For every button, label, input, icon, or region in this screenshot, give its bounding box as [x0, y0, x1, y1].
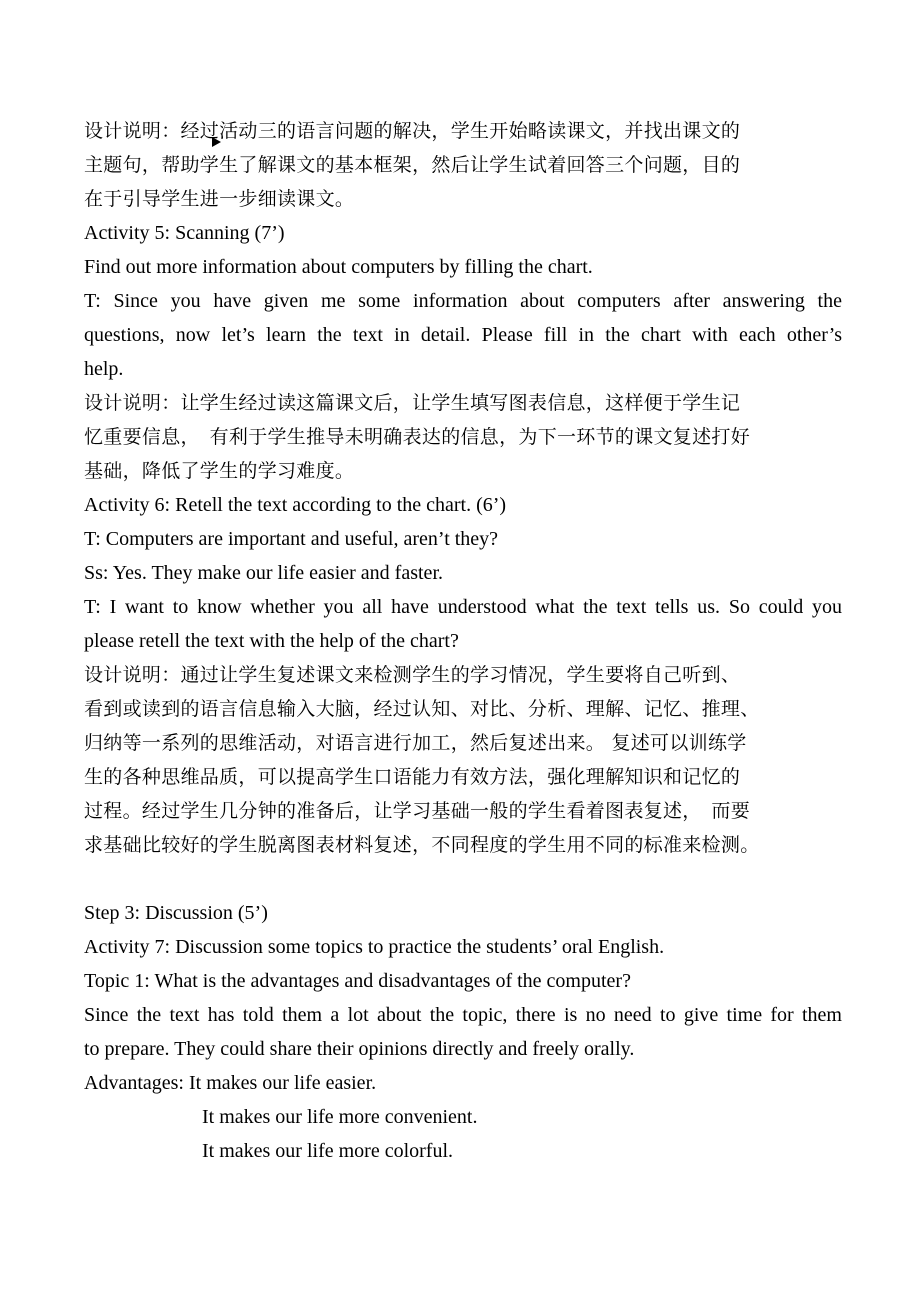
design-note-2-line-1: 设计说明：让学生经过读这篇课文后，让学生填写图表信息，这样便于学生记 — [84, 392, 741, 414]
teacher-line-1a: T: Since you have given me some information about computers after answering the — [84, 290, 842, 312]
topic-1: Topic 1: What is the advantages and disadvantages of the computer? — [84, 970, 631, 992]
discussion-note-line-1: Since the text has told them a lot about the topic, there is no need to give time for them — [84, 1004, 842, 1026]
design-note-3-line-6: 求基础比较好的学生脱离图表材料复述，不同程度的学生用不同的标准来检测。 — [84, 834, 760, 856]
teacher-line-2: T: Computers are important and useful, aren’t they? — [84, 528, 499, 550]
teacher-line-1c: help. — [84, 358, 124, 380]
design-note-3-line-5: 过程。经过学生几分钟的准备后，让学习基础一般的学生看着图表复述， 而要 — [84, 800, 751, 822]
advantages-label: Advantages: It makes our life easier. — [84, 1072, 377, 1094]
design-note-3-line-4: 生的各种思维品质，可以提高学生口语能力有效方法，强化理解知识和记忆的 — [84, 766, 741, 788]
teacher-line-3b: please retell the text with the help of the chart? — [84, 630, 459, 652]
activity-5-instruction: Find out more information about computers by filling the chart. — [84, 256, 593, 278]
activity-6-title: Activity 6: Retell the text according to the chart. (6’) — [84, 494, 507, 516]
teacher-line-1b: questions, now let’s learn the text in detail. Please fill in the chart with each other’s — [84, 324, 842, 346]
discussion-note-line-2: to prepare. They could share their opinions directly and freely orally. — [84, 1038, 635, 1060]
advantage-item-3: It makes our life more colorful. — [202, 1140, 454, 1162]
advantage-item-2: It makes our life more convenient. — [202, 1106, 478, 1128]
design-note-2-line-2: 忆重要信息， 有利于学生推导未明确表达的信息，为下一环节的课文复述打好 — [84, 426, 751, 448]
mouse-cursor-icon — [212, 137, 221, 147]
activity-7-title: Activity 7: Discussion some topics to practice the students’ oral English. — [84, 936, 665, 958]
step-3-title: Step 3: Discussion (5’) — [84, 902, 268, 924]
activity-5-title: Activity 5: Scanning (7’) — [84, 222, 285, 244]
students-line: Ss: Yes. They make our life easier and faster. — [84, 562, 443, 584]
design-note-3-line-1: 设计说明：通过让学生复述课文来检测学生的学习情况，学生要将自己听到、 — [84, 664, 741, 686]
design-note-1-line-3: 在于引导学生进一步细读课文。 — [84, 188, 355, 210]
design-note-3-line-3: 归纳等一系列的思维活动，对语言进行加工，然后复述出来。 复述可以训练学 — [84, 732, 747, 754]
design-note-2-line-3: 基础，降低了学生的学习难度。 — [84, 460, 355, 482]
design-note-3-line-2: 看到或读到的语言信息输入大脑，经过认知、对比、分析、理解、记忆、推理、 — [84, 698, 760, 720]
design-note-1-line-2: 主题句，帮助学生了解课文的基本框架，然后让学生试着回答三个问题，目的 — [84, 154, 741, 176]
design-note-1-line-1: 设计说明：经过活动三的语言问题的解决，学生开始略读课文，并找出课文的 — [84, 120, 741, 142]
teacher-line-3a: T: I want to know whether you all have understood what the text tells us. So could you — [84, 596, 842, 618]
